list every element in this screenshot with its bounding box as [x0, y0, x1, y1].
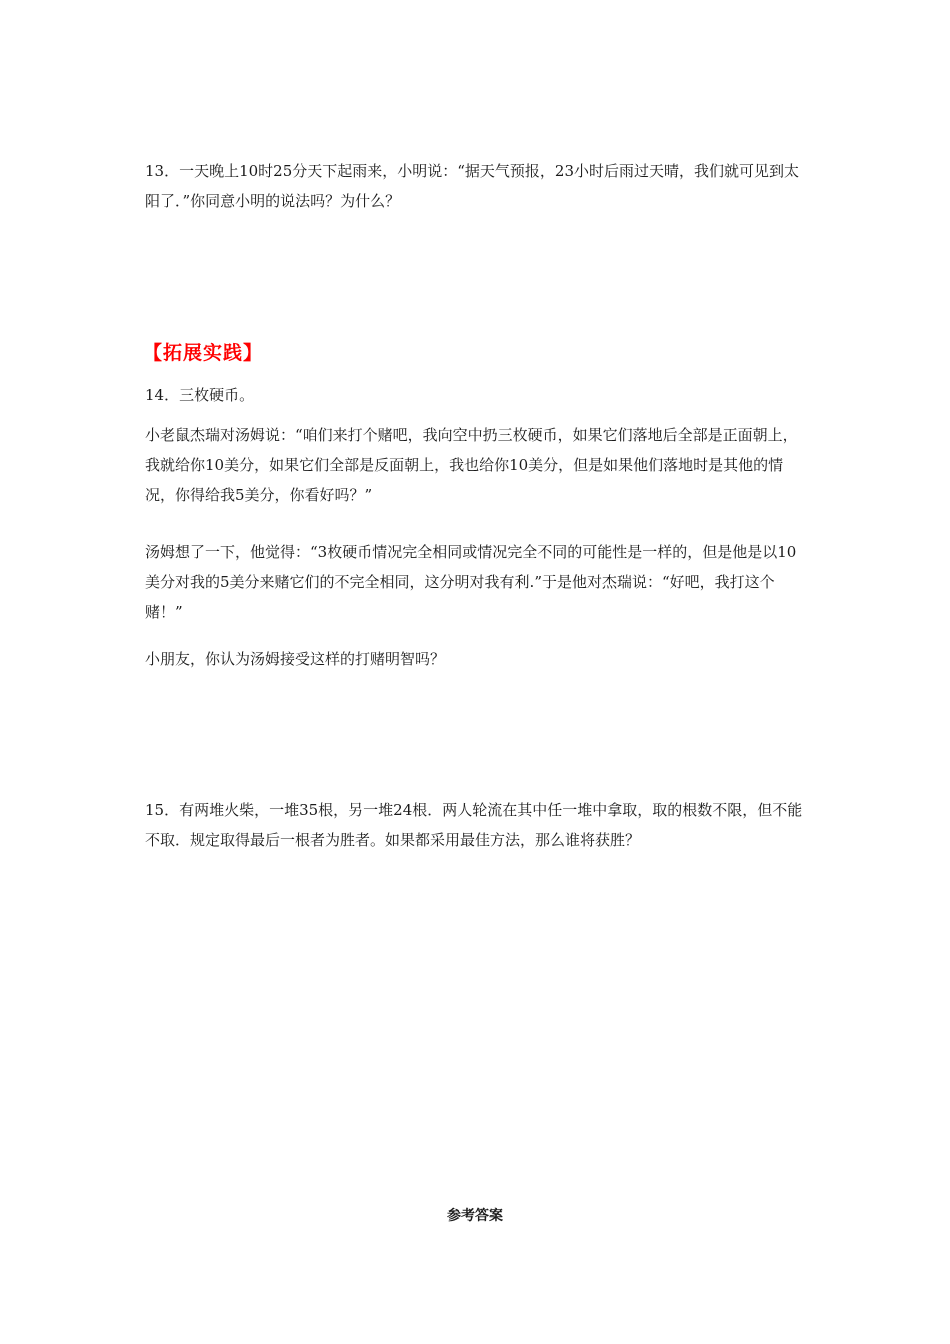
section-heading-extension-practice: 【拓展实践】 — [143, 342, 264, 364]
question-14-prompt: 小朋友，你认为汤姆接受这样的打赌明智吗？ — [145, 650, 446, 668]
question-13: 13．一天晚上10时25分天下起雨来，小明说：“据天气预报，23小时后雨过天晴，我们就可见到太阳了．”你同意小明的说法吗？为什么？ — [145, 162, 800, 210]
question-14-paragraph-tom: 汤姆想了一下，他觉得：“3枚硬币情况完全相同或情况完全不同的可能性是一样的，但是他是以10美分对我的5美分来赌它们的不完全相同，这分明对我有利.”于是他对杰瑞说：“好吧，我打这个赌！” — [145, 543, 797, 621]
question-14-title: 14．三枚硬币。 — [145, 386, 255, 404]
answer-key-heading: 参考答案 — [447, 1208, 503, 1224]
question-15: 15．有两堆火柴，一堆35根，另一堆24根．两人轮流在其中任一堆中拿取，取的根数不限，但不能不取．规定取得最后一根者为胜者。如果都采用最佳方法，那么谁将获胜？ — [145, 801, 803, 849]
question-14-paragraph-jerry: 小老鼠杰瑞对汤姆说：“咱们来打个赌吧，我向空中扔三枚硬币，如果它们落地后全部是正面朝上，我就给你10美分，如果它们全部是反面朝上，我也给你10美分，但是如果他们落地时是其他的情况，你得给我5美分，你看好吗？” — [145, 426, 798, 504]
